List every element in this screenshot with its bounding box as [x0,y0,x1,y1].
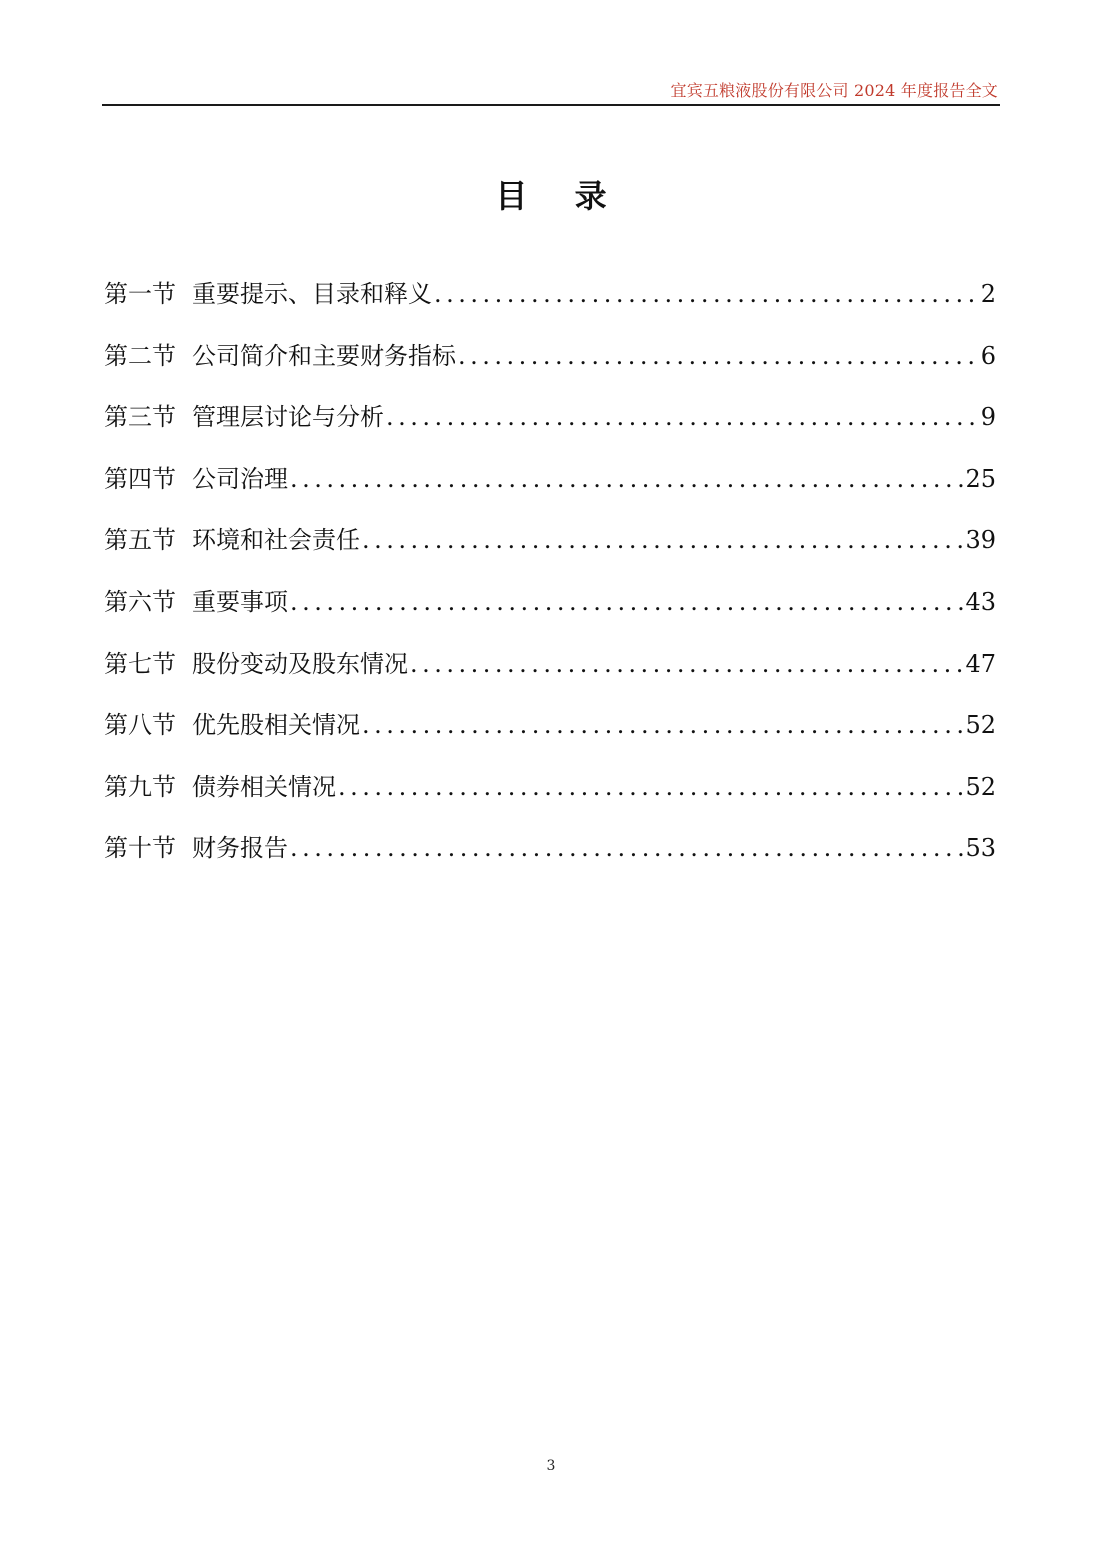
header-divider [102,104,1000,106]
toc-section-title: 公司治理 [192,464,288,493]
toc-page-number: 39 [965,526,996,555]
toc-section-number: 第九节 [104,772,176,801]
toc-section-title: 重要提示、目录和释义 [192,280,432,308]
toc-section-number: 第六节 [104,587,176,616]
toc-section-title: 优先股相关情况 [192,711,360,740]
toc-section-number: 第四节 [104,464,176,493]
toc-section-title: 股份变动及股东情况 [192,649,408,678]
toc-section-number: 第七节 [104,649,176,678]
toc-entry-4[interactable] [104,455,996,517]
toc-page-number: 47 [965,649,996,678]
toc-section-title: 债券相关情况 [192,772,336,801]
toc-page-number: 52 [965,711,996,740]
toc-section-number: 第十节 [104,834,176,863]
toc-dot-leader [410,640,963,688]
toc-section-title: 重要事项 [192,587,288,616]
toc-page-number: 52 [965,772,996,801]
toc-page-number: 25 [965,464,996,493]
toc-dot-leader [434,270,979,318]
toc-section-title: 管理层讨论与分析 [192,403,384,432]
toc-dot-leader [386,393,979,441]
toc-section-number: 第五节 [104,526,176,555]
toc-entry-6[interactable] [104,578,996,640]
toc-dot-leader [362,701,963,749]
toc-section-title: 财务报告 [192,834,288,863]
toc-section-number: 第二节 [104,341,176,370]
toc-page-number: 9 [980,403,996,432]
toc-page-number: 53 [965,834,996,863]
toc-dot-leader [290,824,963,872]
toc-entry-7[interactable] [104,640,996,702]
toc-section-title: 环境和社会责任 [192,526,360,555]
toc-dot-leader [458,332,979,380]
page-title: 目 录 [495,177,625,216]
toc-dot-leader [290,578,963,626]
toc-section-number: 第一节 [104,280,176,308]
running-header: 宜宾五粮液股份有限公司 2024 年度报告全文 [670,81,998,100]
footer-page-number: 3 [546,1458,556,1474]
toc-entry-5[interactable] [104,516,996,578]
toc-page-number: 2 [980,280,996,308]
toc-entry-8[interactable] [104,701,996,763]
table-of-contents [104,270,996,886]
toc-dot-leader [290,455,963,503]
toc-section-number: 第八节 [104,711,176,740]
toc-entry-3[interactable] [104,393,996,455]
toc-entry-10[interactable] [104,824,996,886]
toc-entry-1[interactable] [104,270,996,332]
toc-dot-leader [362,516,963,564]
toc-entry-2[interactable] [104,332,996,394]
toc-entry-9[interactable] [104,763,996,825]
toc-section-number: 第三节 [104,403,176,432]
toc-section-title: 公司简介和主要财务指标 [192,341,456,370]
toc-page-number: 6 [980,341,996,370]
toc-dot-leader [338,763,963,811]
toc-page-number: 43 [965,587,996,616]
